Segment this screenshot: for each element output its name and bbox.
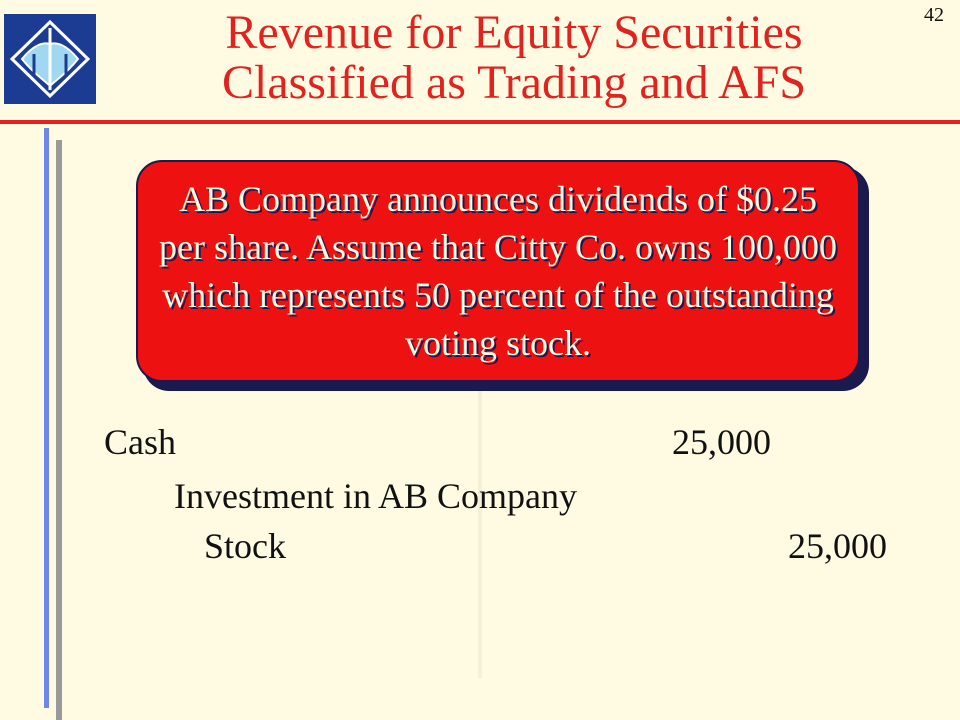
slide-title (114, 8, 914, 108)
callout-box (136, 160, 860, 382)
journal-divider-line (478, 386, 482, 678)
credit-account-line-2: Stock (204, 526, 287, 566)
slide-title-line-2: Classified as Trading and AFS (221, 56, 807, 109)
slide-title-line-1: Revenue for Equity Securities (225, 6, 803, 59)
credit-amount: 25,000 (788, 526, 887, 566)
debit-amount: 25,000 (672, 422, 771, 462)
left-accent-bar-gray (56, 140, 62, 720)
left-accent-bar-blue (44, 128, 49, 708)
credit-account-line-1: Investment in AB Company (174, 476, 577, 516)
book-logo-icon (4, 14, 96, 104)
debit-account: Cash (104, 422, 176, 462)
slide-number: 42 (924, 4, 944, 26)
callout-text: AB Company announces dividends of $0.25 per share. Assume that Citty Co. owns 100,000 which represents 50 percent of the outstanding voting stock. (159, 179, 837, 363)
title-divider (0, 120, 960, 124)
